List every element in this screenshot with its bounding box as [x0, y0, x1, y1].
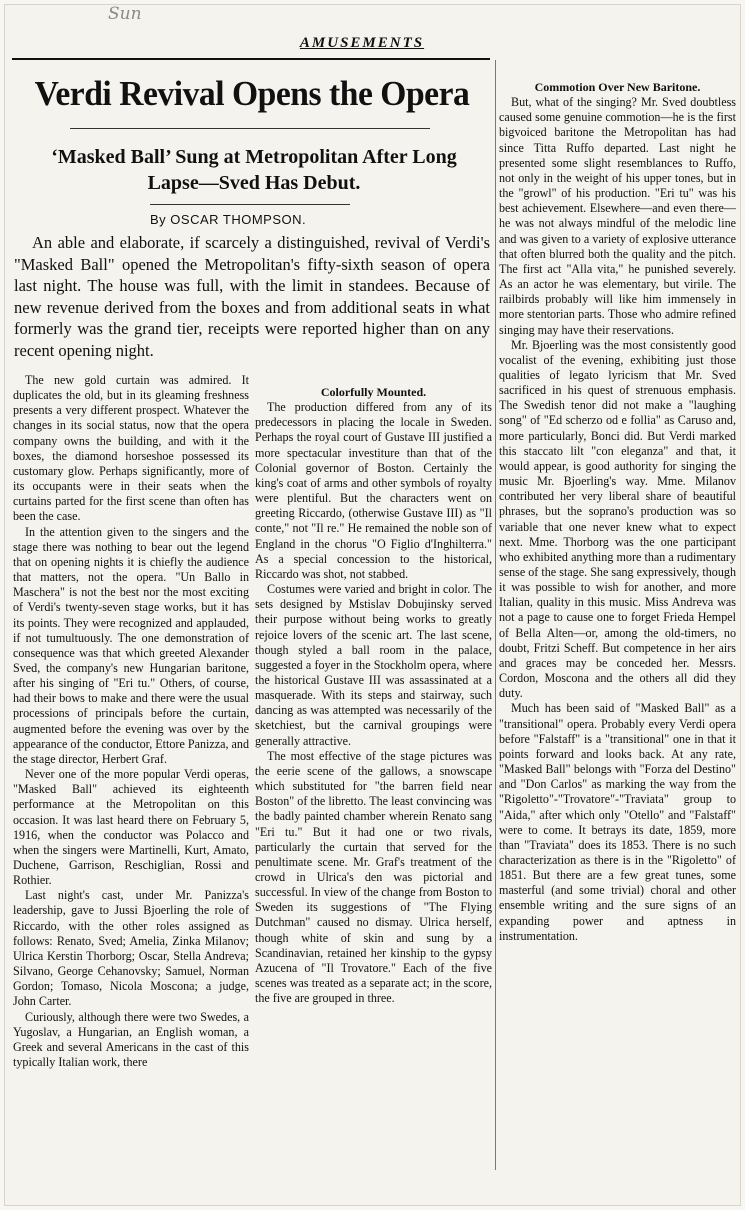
- paragraph: The most effective of the stage pictures was the eerie scene of the gallows, a snowscape which substituted for "the barren field near Boston" of the libretto. The least convincing was the badly painted chamber wherein Renato sang "Eri tu." But it had one or two rivals, particularly the curtain that served for the penultimate scene. Mr. Graf's treatment of the crowd in Ulrica's den was pictorial and successful. In view of the change from Boston to Sweden its suggestions of "The Flying Dutchman" caused no dismay. Ulrica herself, though white of skin and sung by a Scandinavian, retained her kinship to the gypsy Azucena of "Il Trovatore." Each of the five scenes was treated as a separate act; in the score, the five are grouped in three.: [255, 748, 492, 1006]
- column-2: [255, 385, 492, 1006]
- top-rule: [12, 58, 490, 60]
- paragraph: Curiously, although there were two Swedes, a Yugoslav, a Hungarian, an English woman, a Greek and several Americans in the cast of this typically Italian work, there: [13, 1009, 249, 1070]
- column-divider: [495, 60, 496, 1170]
- paragraph: Costumes were varied and bright in color. The sets designed by Mstislav Dobujinsky served their purpose without being works to greatly rejoice lovers of the scenic art. The last scene, though styled a ball room in the palace, suggested a foyer in the Stockholm opera, where the historical Gustave III was assassinated at a masquerade. With its steps and stairway, such dancing as was attempted was necessarily of the sketchiest, but the carnival groupings were generally attractive.: [255, 582, 492, 748]
- byline: By OSCAR THOMPSON.: [150, 212, 307, 227]
- column-subhead: Commotion Over New Baritone.: [534, 80, 701, 94]
- paragraph: Much has been said of "Masked Ball" as a "transitional" opera. Probably every Verdi opera before "Falstaff" is a "transitional" one in that it points forward and looks back. At any rate, "Masked Ball" belongs with "Forza del Destino" and "Don Carlos" as marking the way from the "Rigoletto"-"Trovatore"-"Traviata" group to "Aida," after which only "Otello" and "Falstaff" were to come. It betrays its date, 1859, more than "Traviata" does its 1853. There is no such characterization as there is in the "Rigoletto" of 1851. But there are a few great tunes, some masterful (and some trivial) choral and other ensemble writing and the sure signs of an expanding power and aptness in instrumentation.: [499, 701, 736, 943]
- paragraph: Never one of the more popular Verdi operas, "Masked Ball" achieved its eighteenth performance at the Metropolitan on this occasion. It was last heard there on February 5, 1916, when the conductor was Polacco and when the singers were Martinelli, Kurt, Amato, Duchene, Garrison, Reschiglian, Rossi and Rothier.: [13, 767, 249, 888]
- column-1: [13, 373, 249, 1070]
- paragraph: The production differed from any of its predecessors in placing the locale in Sweden. Perhaps the royal court of Gustave III justified a more spectacular investiture than that of the Colonial governor of Boston. Certainly the king's coat of arms and other symbols of royalty were plentiful. But the characters went on greeting Riccardo, (otherwise Gustave III) as "Il conte," not "Il re." He remained the noble son of England in the chorus "O Figlio d'Inghilterra." As a special concession to the historical, Riccardo was shot, not stabbed.: [255, 400, 492, 581]
- paragraph: Last night's cast, under Mr. Panizza's leadership, gave to Jussi Bjoerling the role of Riccardo, with the other roles assigned as follows: Renato, Sved; Amelia, Zinka Milanov; Ulrica Kerstin Thorborg; Oscar, Stella Andreva; Silvano, George Cehanovsky; Samuel, Norman Gordon; Tomaso, Nicola Moscona; a judge, John Carter.: [13, 888, 249, 1009]
- paragraph: In the attention given to the singers and the stage there was nothing to bear out the legend that on opening nights it is chiefly the audience that matters, not the opera. "Un Ballo in Maschera" is not the best nor the most exciting of Verdi's twenty-seven stage works, but it has its points. They were recognized and applauded, if not tumultuously. The one demonstration of consequence was that which greeted Alexander Sved, the company's new Hungarian baritone, after his singing of "Eri tu." Others, of course, had their bows to make and there were the usual processions of principals before the curtain, augmented before the evening was over by the appearance of the conductor, Ettore Panizza, and the stage director, Herbert Graf.: [13, 524, 249, 766]
- lead-paragraph: An able and elaborate, if scarcely a distinguished, revival of Verdi's "Masked Ball" opened the Metropolitan's fifty-sixth season of opera last night. The house was full, with the limit in standees. Because of new revenue derived from the boxes and from additional seats in what formerly was the grand tier, receipts were reported higher than on any recent opening night.: [14, 233, 490, 360]
- column-3: [499, 80, 736, 944]
- headline-rule: [70, 128, 430, 129]
- paragraph: Mr. Bjoerling was the most consistently good vocalist of the evening, exhibiting just those qualities of legato lyricism that Mr. Sved sacrificed in his quest of strenuous emphasis. The Swedish tenor did not make a "laughing song" of "Ed scherzo od e follia" as Caruso and, more particularly, Bonci did. But Verdi marked this staccato lilt "con eleganza" and that, it would appear, is good authority for singing the music Mr. Bjoerling's way. Mme. Milanov contributed her very liberal share of beautiful phrases, but the soprano's production was so variable that one never knew what to expect next. Mme. Thorborg was the one participant who exhibited anything more than a rudimentary sense of the stage. She sang expressively, though it was possible to wish for another, and more Italian, quality in this music. Miss Andreva was not a page to cause one to forget Frieda Hempel of Bella Alten—or, among the old-timers, no doubt, Fritzi Scheff. But competence in her airs and graces may be conceded her. Messrs. Cordon, Moscona and the others all did they duty.: [499, 337, 736, 701]
- section-heading: AMUSEMENTS: [299, 35, 425, 51]
- column-subhead: Colorfully Mounted.: [320, 385, 427, 399]
- deck-headline: ‘Masked Ball’ Sung at Metropolitan After Long Lapse—Sved Has Debut.: [51, 146, 457, 194]
- deck-rule: [150, 204, 350, 205]
- paragraph: But, what of the singing? Mr. Sved doubtless caused some genuine commotion—he is the first bigvoiced baritone the Metropolitan has had since Titta Ruffo departed. Last night he presented some slight resemblances to Ruffo, not only in the weight of his upper tones, but in the "growl" of his production. "Eri tu" was his best achievement. Elsewhere—and even there—he was not always mindful of the melodic line and was given to a variety of explosive utterance that often blurred both the quality and the pitch. The first act "Alla vita," he punished severely. As an actor he was elementary, but virile. The railbirds probably will like him immensely in more stentorian parts. Those who admire refined singing may have their reservations.: [499, 95, 736, 337]
- handwritten-note: Sun: [108, 4, 142, 24]
- paragraph: The new gold curtain was admired. It duplicates the old, but in its gleaming freshness presents a very different prospect. Whatever the changes in its social status, now that the opera company owns the building, and with it the boxes, the diamond horseshoe possessed its customary glow. Perhaps significantly, more of its occupants were in their seats when the curtains parted for the first scene than often has been the case.: [13, 373, 249, 524]
- headline: Verdi Revival Opens the Opera: [34, 74, 470, 113]
